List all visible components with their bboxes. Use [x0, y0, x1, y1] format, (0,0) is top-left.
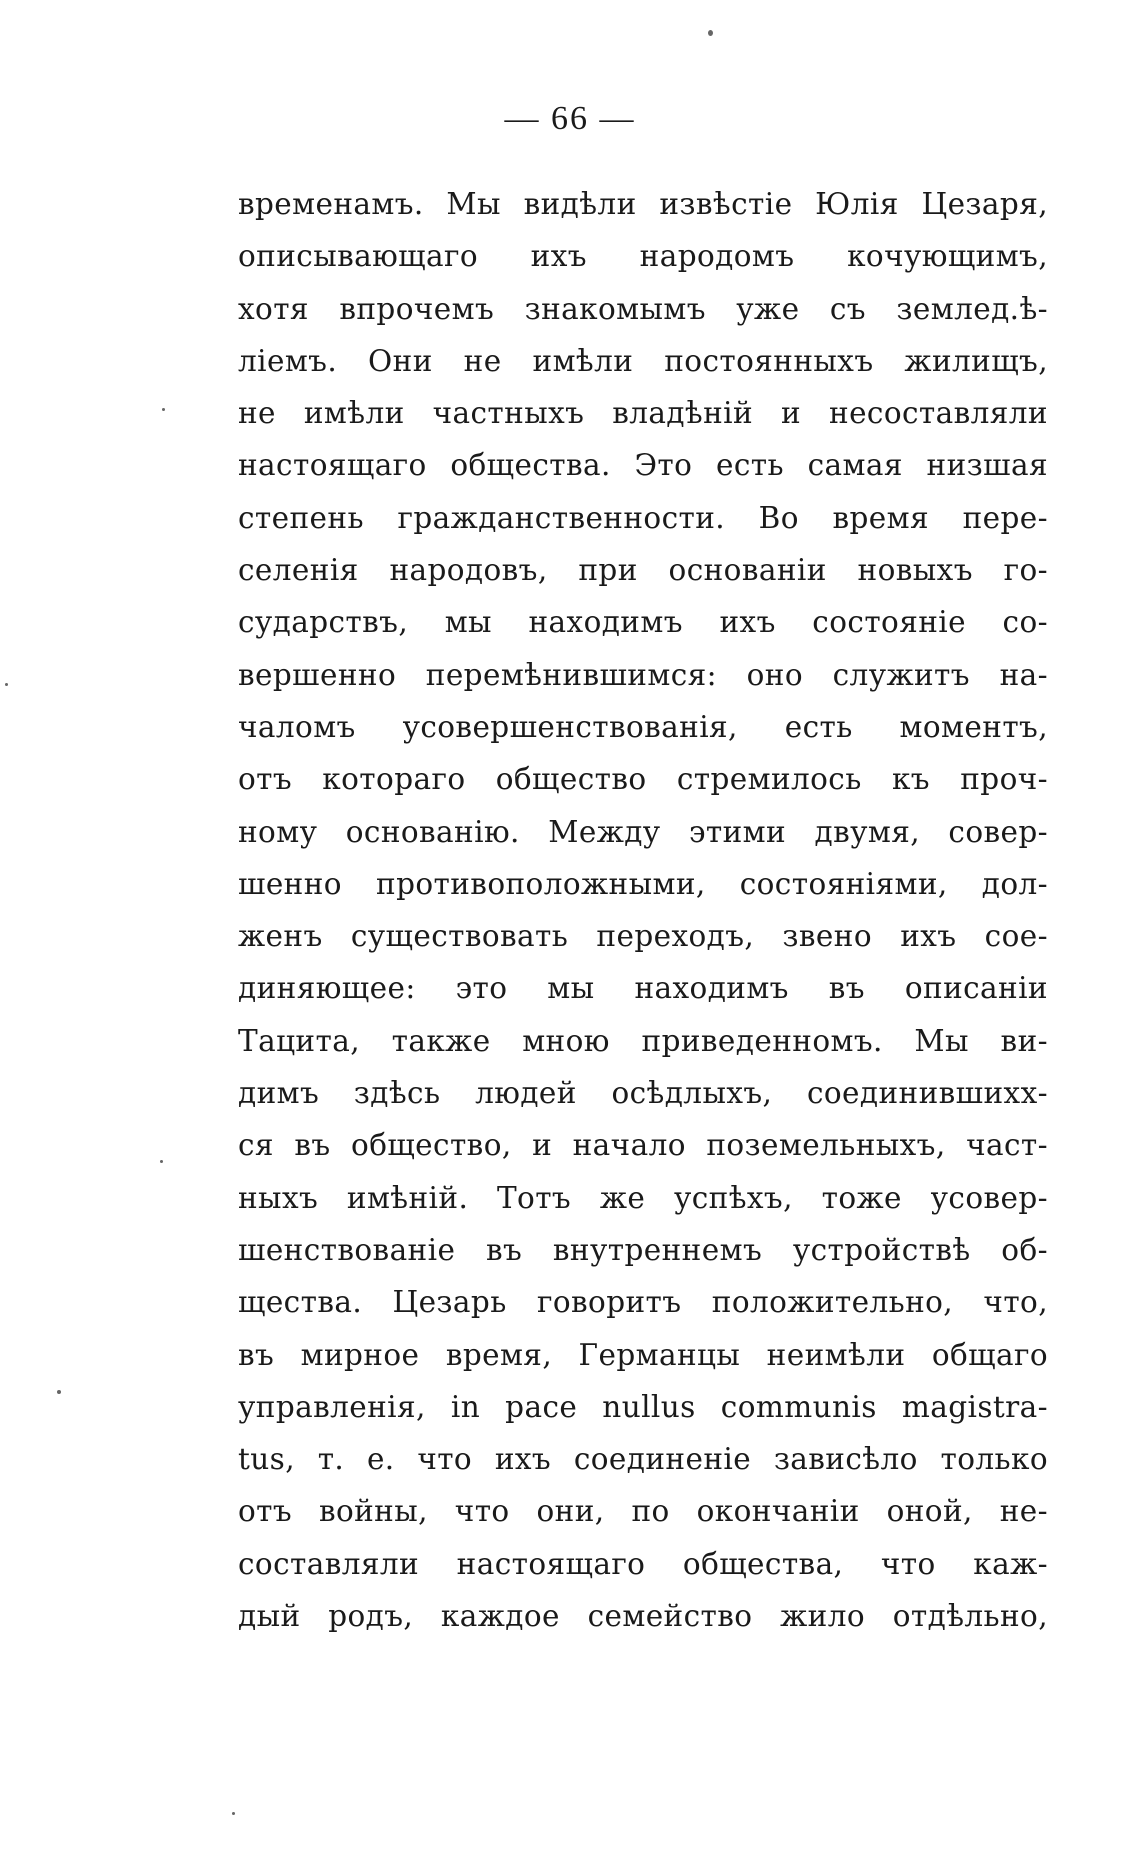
text-line: димъ здѣсь людей осѣдлыхъ, соединившихх-	[238, 1076, 1048, 1111]
print-speck	[708, 30, 713, 36]
text-line: степень гражданственности. Во время пере-	[238, 500, 1048, 535]
text-line: шенно противоположными, состояніями, дол-	[238, 866, 1048, 901]
text-line: временамъ. Мы видѣли извѣстіе Юлія Цезаря,	[238, 187, 1048, 221]
text-line: чаломъ усовершенствованія, есть моментъ,	[238, 709, 1048, 744]
text-line: ліемъ. Они не имѣли постоянныхъ жилищъ,	[238, 343, 1048, 378]
text-line: ся въ общество, и начало поземельныхъ, част-	[238, 1128, 1048, 1163]
text-line: селенія народовъ, при основаніи новыхъ го-	[238, 553, 1048, 588]
text-line: сударствъ, мы находимъ ихъ состояніе со-	[238, 605, 1048, 640]
print-speck	[57, 1390, 61, 1394]
print-speck	[160, 1160, 163, 1163]
text-line: шенствованіе въ внутреннемъ устройствѣ об-	[238, 1232, 1048, 1267]
text-line: диняющее: это мы находимъ въ описаніи	[238, 971, 1048, 1006]
text-line: женъ существовать переходъ, звено ихъ сое-	[238, 919, 1048, 954]
text-line: tus, т. е. что ихъ соединеніе зависѣло только	[238, 1442, 1048, 1477]
text-line: отъ котораго общество стремилось къ проч-	[238, 762, 1048, 797]
text-line: хотя впрочемъ знакомымъ уже съ землед.ѣ-	[238, 291, 1048, 326]
text-line: вершенно перемѣнившимся: оно служитъ на-	[238, 657, 1048, 692]
text-line: составляли настоящаго общества, что каж-	[238, 1546, 1048, 1581]
text-line: отъ войны, что они, по окончаніи оной, не-	[238, 1494, 1048, 1529]
text-line: не имѣли частныхъ владѣній и несоставляли	[238, 396, 1048, 431]
text-line: управленія, in pace nullus communis magistra-	[238, 1389, 1048, 1424]
text-line: дый родъ, каждое семейство жило отдѣльно,	[238, 1599, 1048, 1634]
print-speck	[5, 683, 8, 686]
page-number: — 66 —	[504, 100, 636, 137]
text-line: Тацита, также мною приведенномъ. Мы ви-	[238, 1023, 1048, 1058]
text-line: щества. Цезарь говоритъ положительно, что,	[238, 1285, 1048, 1320]
text-line: настоящаго общества. Это есть самая низшая	[238, 448, 1048, 483]
text-line: ныхъ имѣній. Тотъ же успѣхъ, тоже усовер-	[238, 1180, 1048, 1215]
text-line: ному основанію. Между этими двумя, совер-	[238, 814, 1048, 849]
print-speck	[232, 1812, 235, 1815]
body-text	[238, 178, 1048, 1642]
print-speck	[162, 408, 165, 411]
text-line: описывающаго ихъ народомъ кочующимъ,	[238, 239, 1048, 274]
text-line: въ мирное время, Германцы неимѣли общаго	[238, 1337, 1048, 1372]
